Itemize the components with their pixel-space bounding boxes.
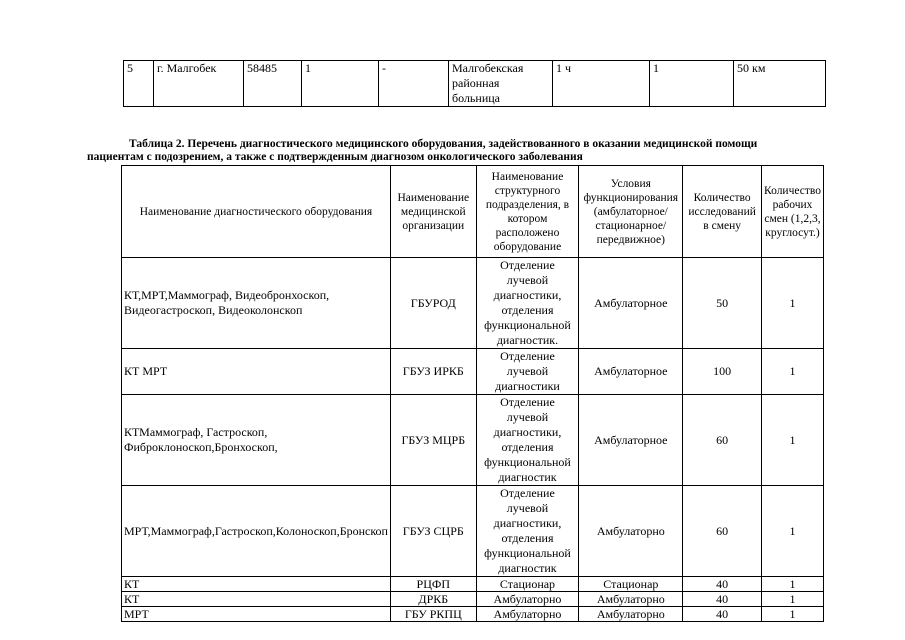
caption-line: пациентам с подозрением, а также с подтвержденным диагнозом онкологического заболевания xyxy=(87,151,583,163)
conditions-cell: Амбулаторно xyxy=(579,607,683,622)
shifts-cell: 1 xyxy=(762,577,824,592)
shifts-cell: 1 xyxy=(762,607,824,622)
table-row xyxy=(122,607,824,622)
shifts-cell: 1 xyxy=(762,486,824,577)
column-header: Условия функционирования (амбулаторное/ стационарное/ передвижное) xyxy=(579,166,683,258)
studies-per-shift-cell: 50 xyxy=(683,258,762,349)
equipment-cell: КТ xyxy=(122,592,391,607)
conditions-cell: Амбулаторно xyxy=(579,486,683,577)
conditions-cell: Амбулаторное xyxy=(579,395,683,486)
table-header-row xyxy=(122,166,824,258)
equipment-cell: КТМаммограф, Гастроскоп, Фиброклоноскоп,Бронхоскоп, xyxy=(122,395,391,486)
organization-cell: ГБУЗ СЦРБ xyxy=(390,486,476,577)
equipment-cell: КТ МРТ xyxy=(122,349,391,395)
table-row xyxy=(122,486,824,577)
table-cell: 1 xyxy=(650,61,734,107)
table-row xyxy=(122,577,824,592)
department-cell: Отделение лучевой диагностики, отделения функциональной диагностик xyxy=(476,395,579,486)
column-header: Количество рабочих смен (1,2,3, круглосут.) xyxy=(762,166,824,258)
equipment-cell: МРТ xyxy=(122,607,391,622)
studies-per-shift-cell: 60 xyxy=(683,486,762,577)
studies-per-shift-cell: 40 xyxy=(683,607,762,622)
column-header: Наименование медицинской организации xyxy=(390,166,476,258)
conditions-cell: Амбулаторное xyxy=(579,349,683,395)
table-cell: 58485 xyxy=(244,61,302,107)
table-cell: 1 xyxy=(302,61,379,107)
previous-table-fragment xyxy=(123,60,826,107)
department-cell: Отделение лучевой диагностики, отделения функциональной диагностик. xyxy=(476,258,579,349)
equipment-cell: КТ,МРТ,Маммограф, Видеобронхоскоп, Видеогастроскоп, Видеоколонскоп xyxy=(122,258,391,349)
table-cell: 1 ч xyxy=(553,61,650,107)
organization-cell: ГБУРОД xyxy=(390,258,476,349)
equipment-table xyxy=(121,165,824,622)
table-cell: 50 км xyxy=(734,61,826,107)
conditions-cell: Амбулаторно xyxy=(579,592,683,607)
organization-cell: ГБУ РКПЦ xyxy=(390,607,476,622)
table-row xyxy=(122,592,824,607)
column-header: Количество исследований в смену xyxy=(683,166,762,258)
table-row xyxy=(124,61,826,107)
equipment-cell: КТ xyxy=(122,577,391,592)
table-row xyxy=(122,258,824,349)
department-cell: Стационар xyxy=(476,577,579,592)
organization-cell: ДРКБ xyxy=(390,592,476,607)
studies-per-shift-cell: 60 xyxy=(683,395,762,486)
studies-per-shift-cell: 40 xyxy=(683,577,762,592)
column-header: Наименование диагностического оборудования xyxy=(122,166,391,258)
table-cell: г. Малгобек xyxy=(154,61,244,107)
conditions-cell: Стационар xyxy=(579,577,683,592)
department-cell: Амбулаторно xyxy=(476,607,579,622)
shifts-cell: 1 xyxy=(762,395,824,486)
studies-per-shift-cell: 100 xyxy=(683,349,762,395)
table-cell: Малгобекская районная больница xyxy=(449,61,553,107)
department-cell: Отделение лучевой диагностики, отделения функциональной диагностик xyxy=(476,486,579,577)
organization-cell: ГБУЗ МЦРБ xyxy=(390,395,476,486)
equipment-cell: МРТ,Маммограф,Гастроскоп,Колоноскоп,Бронскоп xyxy=(122,486,391,577)
studies-per-shift-cell: 40 xyxy=(683,592,762,607)
shifts-cell: 1 xyxy=(762,349,824,395)
department-cell: Амбулаторно xyxy=(476,592,579,607)
shifts-cell: 1 xyxy=(762,258,824,349)
shifts-cell: 1 xyxy=(762,592,824,607)
table-cell: 5 xyxy=(124,61,154,107)
organization-cell: ГБУЗ ИРКБ xyxy=(390,349,476,395)
table-caption xyxy=(87,138,847,164)
table-row xyxy=(122,395,824,486)
conditions-cell: Амбулаторное xyxy=(579,258,683,349)
column-header: Наименование структурного подразделения, в котором расположено оборудование xyxy=(476,166,579,258)
table-row xyxy=(122,349,824,395)
caption-line: Таблица 2. Перечень диагностического медицинского оборудования, задействованного в оказании медицинской помощи xyxy=(129,138,758,150)
department-cell: Отделение лучевой диагностики xyxy=(476,349,579,395)
table-cell: - xyxy=(379,61,449,107)
organization-cell: РЦФП xyxy=(390,577,476,592)
